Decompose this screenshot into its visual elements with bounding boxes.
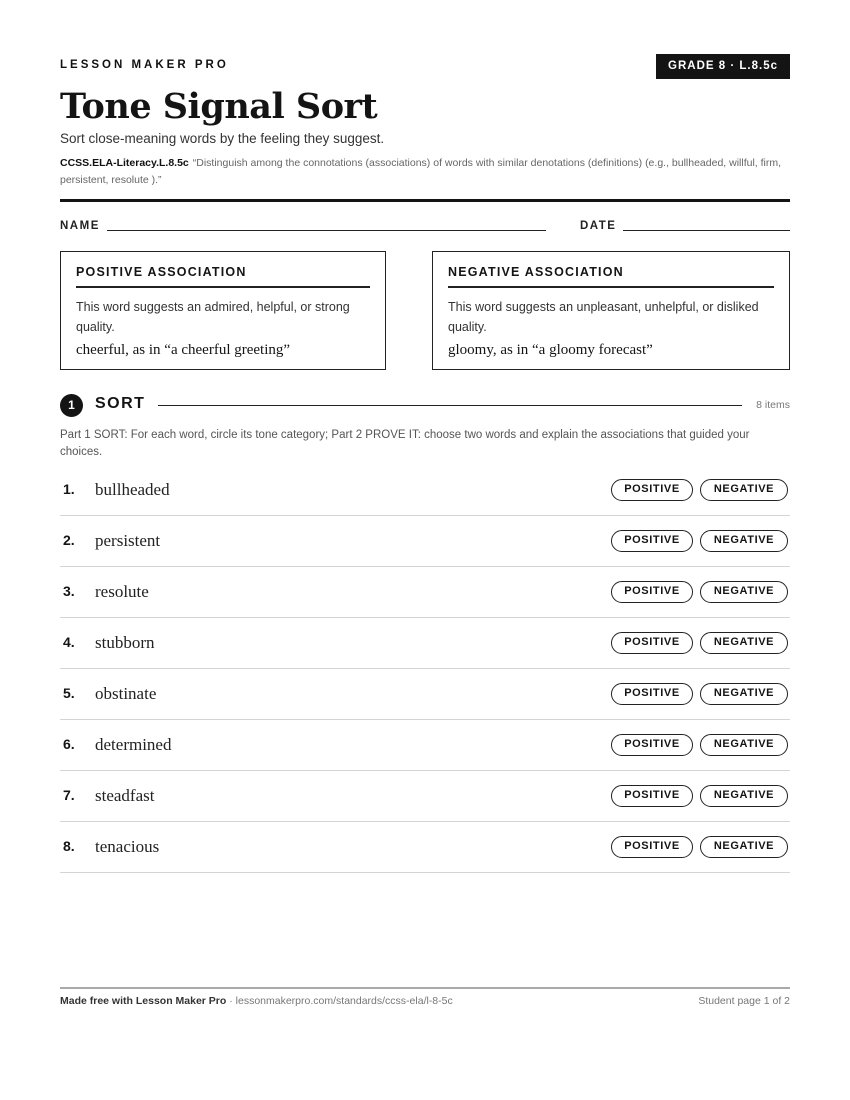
- item-number: 4.: [63, 634, 75, 650]
- item-number: 5.: [63, 685, 75, 701]
- footer-divider: [60, 987, 790, 989]
- section-divider: [158, 405, 742, 406]
- item-word: stubborn: [95, 633, 155, 652]
- list-item: [60, 720, 790, 771]
- grade-badge: GRADE 8 · L.8.5c: [656, 54, 790, 79]
- list-item: [60, 567, 790, 618]
- section-number-badge: 1: [60, 394, 83, 417]
- negative-association-description: This word suggests an unpleasant, unhelpful, or disliked quality.: [448, 300, 759, 334]
- standard-text: “Distinguish among the connotations (associations) of words with similar denotations (definitions) (e.g., bullheaded, willful, firm, persistent, resolute ).”: [60, 157, 782, 186]
- word-list: [60, 465, 790, 873]
- list-item: [60, 822, 790, 873]
- negative-choice-button[interactable]: NEGATIVE: [700, 836, 788, 858]
- item-number: 8.: [63, 838, 75, 854]
- header-divider: [60, 199, 790, 202]
- footer-separator: ·: [226, 995, 236, 1007]
- footer-made-with: Made free with Lesson Maker Pro: [60, 995, 227, 1007]
- page-subtitle: Sort close-meaning words by the feeling they suggest.: [60, 131, 385, 146]
- item-word: resolute: [95, 582, 149, 601]
- negative-choice-button[interactable]: NEGATIVE: [700, 734, 788, 756]
- item-word: determined: [95, 735, 172, 754]
- negative-choice-button[interactable]: NEGATIVE: [700, 632, 788, 654]
- list-item: [60, 465, 790, 516]
- list-item: [60, 618, 790, 669]
- page-title: Tone Signal Sort: [60, 86, 378, 127]
- section-title: SORT: [95, 395, 146, 412]
- positive-choice-button[interactable]: POSITIVE: [611, 836, 693, 858]
- name-field[interactable]: [107, 230, 546, 231]
- footer-credit: [60, 995, 453, 1007]
- item-number: 2.: [63, 532, 75, 548]
- positive-choice-button[interactable]: POSITIVE: [611, 632, 693, 654]
- date-field[interactable]: [623, 230, 790, 231]
- positive-association-heading: POSITIVE ASSOCIATION: [76, 265, 370, 288]
- negative-choice-button[interactable]: NEGATIVE: [700, 479, 788, 501]
- negative-association-example: gloomy, as in “a gloomy forecast”: [448, 342, 653, 358]
- negative-choice-button[interactable]: NEGATIVE: [700, 581, 788, 603]
- brand-name: LESSON MAKER PRO: [60, 59, 229, 71]
- standard-code: CCSS.ELA-Literacy.L.8.5c: [60, 157, 189, 169]
- list-item: [60, 669, 790, 720]
- item-word: obstinate: [95, 684, 157, 703]
- negative-choice-button[interactable]: NEGATIVE: [700, 530, 788, 552]
- footer-page-label: Student page 1 of 2: [698, 995, 790, 1007]
- item-number: 7.: [63, 787, 75, 803]
- section-instructions: Part 1 SORT: For each word, circle its tone category; Part 2 PROVE IT: choose two words and explain the associations that guided your choices.: [60, 429, 750, 458]
- item-word: bullheaded: [95, 480, 170, 499]
- date-label: DATE: [580, 220, 617, 232]
- name-label: NAME: [60, 220, 100, 232]
- item-word: persistent: [95, 531, 161, 550]
- footer-url[interactable]: lessonmakerpro.com/standards/ccss-ela/l-8-5c: [235, 995, 453, 1007]
- negative-choice-button[interactable]: NEGATIVE: [700, 683, 788, 705]
- positive-association-example: cheerful, as in “a cheerful greeting”: [76, 342, 291, 358]
- list-item: [60, 516, 790, 567]
- item-count: 8 items: [756, 399, 790, 411]
- item-number: 6.: [63, 736, 75, 752]
- item-number: 1.: [63, 481, 75, 497]
- negative-choice-button[interactable]: NEGATIVE: [700, 785, 788, 807]
- standard-citation: [60, 155, 790, 189]
- item-word: steadfast: [95, 786, 155, 805]
- positive-choice-button[interactable]: POSITIVE: [611, 581, 693, 603]
- positive-choice-button[interactable]: POSITIVE: [611, 479, 693, 501]
- list-item: [60, 771, 790, 822]
- item-word: tenacious: [95, 837, 160, 856]
- negative-association-heading: NEGATIVE ASSOCIATION: [448, 265, 774, 288]
- positive-choice-button[interactable]: POSITIVE: [611, 530, 693, 552]
- positive-association-box: [60, 251, 386, 370]
- positive-association-description: This word suggests an admired, helpful, or strong quality.: [76, 300, 350, 334]
- item-number: 3.: [63, 583, 75, 599]
- positive-choice-button[interactable]: POSITIVE: [611, 683, 693, 705]
- positive-choice-button[interactable]: POSITIVE: [611, 785, 693, 807]
- negative-association-box: [432, 251, 790, 370]
- positive-choice-button[interactable]: POSITIVE: [611, 734, 693, 756]
